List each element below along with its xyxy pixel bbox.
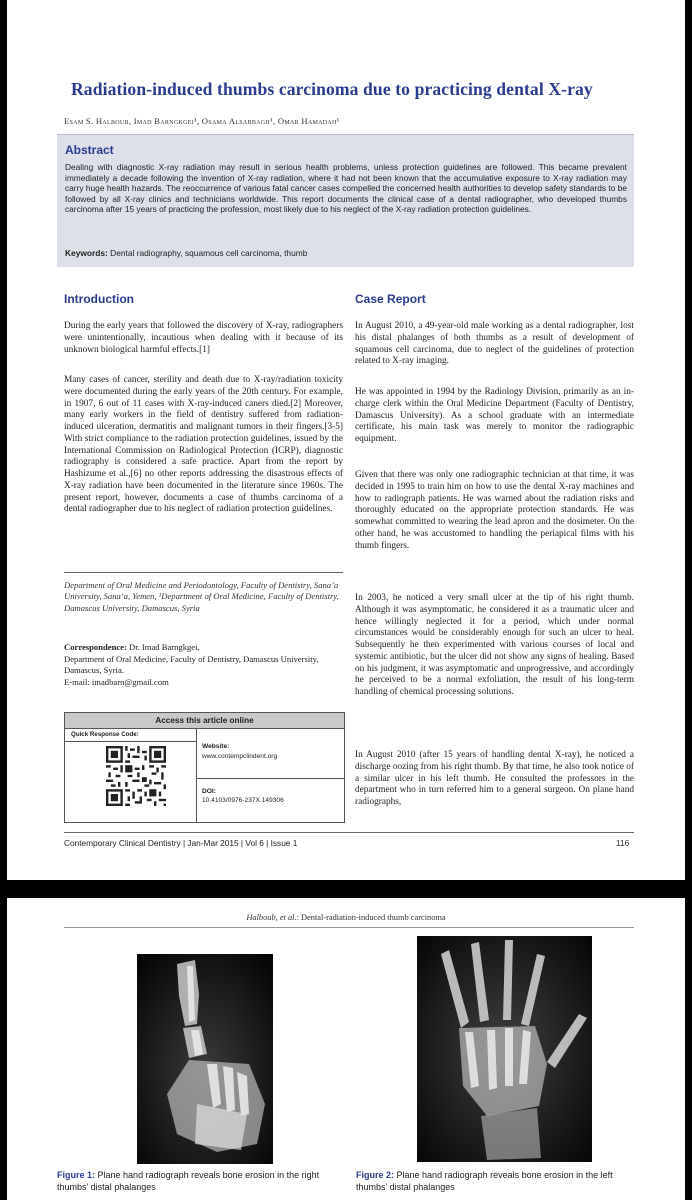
- correspondence-label: Correspondence:: [64, 642, 127, 652]
- affiliation-divider: [64, 572, 343, 573]
- introduction-paragraph-2: Many cases of cancer, sterility and death due to X-ray/radiation toxicity were documented during the early years of the 20th century. For example, in 1907, 6 out of 11 cases with X-ray-induced caners died.[2] Moreover, many early workers in the field of dentistry suffered from radiation-induced ulceration, dermatitis and malignant tumors in their fingers.[3-5] With strict compliance to the radiation protection guidelines, issued by the International Commission on Radiological Protection (ICRP), diagnostic radiography is considered a safe practice. Apart from the report by Hashizume et al.,[6] no other reports addressing the disastrous effects of X-ray radiation have been documented in the literature since 1960s. The present report, however, documents a case of thumbs carcinoma of a dental radiographer due to his neglect of radiation protection guidelines.: [64, 375, 343, 515]
- abstract-heading: Abstract: [65, 143, 114, 157]
- figure-2-caption-text: Plane hand radiograph reveals bone erosion in the left thumbs’ distal phalanges: [356, 1170, 613, 1192]
- author-list: Esam S. Halboub, Imad Barngkgei¹, Osama Alsabbagh¹, Omar Hamadah¹: [64, 116, 340, 126]
- case-report-paragraph-1: In August 2010, a 49-year-old male working as a dental radiographer, lost his distal phalanges of both thumbs as a result of development of squamous cell carcinoma, due to neglect of the guidelines of protection related to X-ray imaging.: [355, 321, 634, 367]
- keywords: [65, 248, 627, 258]
- case-report-paragraph-5: In August 2010 (after 15 years of handling dental X-ray), he noticed a discharge oozing from his right thumb. By that time, he also took notice of a similar ulcer in his left thumb. He consulted the professors in the department who in turn referred him to a general surgeon. On plane hand radiographs,: [355, 750, 634, 807]
- qr-code-icon[interactable]: [106, 746, 166, 806]
- website-label: Website:: [202, 743, 230, 750]
- keywords-text: Dental radiography, squamous cell carcinoma, thumb: [110, 248, 308, 258]
- paper-page-1: [7, 0, 685, 880]
- case-report-paragraph-2: He was appointed in 1994 by the Radiology Division, primarily as an in-charge clerk within the Oral Medicine Department (Faculty of Dentistry, Damascus University). As a school graduate with an intermediate certificate, his main task was merely to monitor the radiographic equipment.: [355, 387, 634, 444]
- paper-title: Radiation-induced thumbs carcinoma due to practicing dental X-ray: [71, 79, 593, 99]
- website-doi-divider: [196, 778, 344, 779]
- figure-1-radiograph: [137, 954, 273, 1164]
- abstract-box: [57, 134, 634, 267]
- qr-column-divider: [196, 729, 197, 822]
- figure-1-caption: [57, 1169, 337, 1193]
- figure-1-label: Figure 1:: [57, 1170, 96, 1180]
- running-head-divider: [64, 927, 634, 928]
- qr-code-label: Quick Response Code:: [71, 731, 139, 738]
- running-head-authors: Halboub, et al.: [246, 913, 297, 922]
- paper-page-2: [7, 898, 685, 1200]
- figure-2-label: Figure 2:: [356, 1170, 395, 1180]
- running-head-title: : Dental-radiation-induced thumb carcinoma: [296, 913, 446, 922]
- journal-footer: Contemporary Clinical Dentistry | Jan-Mar 2015 | Vol 6 | Issue 1: [64, 838, 298, 848]
- correspondence-address: Department of Oral Medicine, Faculty of Dentistry, Damascus University, Damascus, Syria.: [64, 653, 319, 676]
- running-head: [7, 913, 685, 922]
- figure-1-caption-text: Plane hand radiograph reveals bone erosion in the right thumbs’ distal phalanges: [57, 1170, 320, 1192]
- figure-2-radiograph: [417, 936, 592, 1162]
- correspondence-email: E-mail: imadbarn@gmail.com: [64, 676, 169, 687]
- introduction-paragraph-1: During the early years that followed the discovery of X-ray, radiographers were unintentionally, incautious when dealing with it because of its unknown biological harmful effects.[1]: [64, 321, 343, 355]
- introduction-heading: Introduction: [64, 292, 134, 306]
- footer-divider: [64, 832, 634, 833]
- figure-2-caption: [356, 1169, 636, 1193]
- website-link[interactable]: www.contempclindent.org: [202, 753, 278, 760]
- doi-link[interactable]: 10.4103/0976-237X.149306: [202, 797, 284, 804]
- case-report-paragraph-4: In 2003, he noticed a very small ulcer at the tip of his right thumb. Although it was asymptomatic, he considered it as a traumatic ulcer and hence willingly neglected it for a period, which under normal circumstances would be considerably enough for such an ulcer to heal. Subsequently he then experimented with various courses of local and systemic antibiotic, but the ulcer did not show any signs of healing. Based on his judgment, it was asymptomatic and unprogressive, and accordingly he perceived to be a normal exfoliation, the result of his long-term handling of chemical processing solutions.: [355, 593, 634, 697]
- case-report-heading: Case Report: [355, 292, 426, 306]
- qr-label-divider: [65, 741, 196, 742]
- correspondence-name: Dr. Imad Barngkgei,: [129, 642, 200, 652]
- keywords-label: Keywords:: [65, 248, 108, 258]
- access-online-box: [64, 712, 345, 823]
- case-report-paragraph-3: Given that there was only one radiographic technician at that time, it was decided in 1995 to train him on how to use the dental X-ray machines and how to radiograph patients. He was warned about the radiation risks and thoroughly educated on the appropriate protection standards. He was somewhat committed to wearing the lead apron and the dosimeter. On the other hand, he was accustomed to handling the periapical films with his thumb fingers.: [355, 470, 634, 551]
- access-box-header: Access this article online: [65, 713, 344, 729]
- doi-label: DOI:: [202, 788, 216, 795]
- affiliation-text: Department of Oral Medicine and Periodontology, Faculty of Dentistry, Sana’a University, Sana’a, Yemen, ¹Department of Oral Medicine, Faculty of Dentistry, Damascus University, Damascus, Syria: [64, 580, 339, 613]
- abstract-text: Dealing with diagnostic X-ray radiation may result in serious health problems, unless protection guidelines are followed. This became prevalent immediately a decade following the invention of X-ray radiation, where it had not been known that the accumulative exposure to X-ray radiation may carry huge health hazards. The reoccurrence of various fatal cancer cases compelled the concerned health authorities to develop safety standards to be followed by all X-ray clinics and technicians worldwide. This report documents the clinical case of a dental radiographer, who developed thumbs carcinoma after 15 years of practicing the profession, most likely due to his neglect of the X-ray radiation protection guidelines.: [65, 162, 627, 214]
- page-number: 116: [616, 838, 630, 848]
- correspondence-block: [64, 642, 343, 688]
